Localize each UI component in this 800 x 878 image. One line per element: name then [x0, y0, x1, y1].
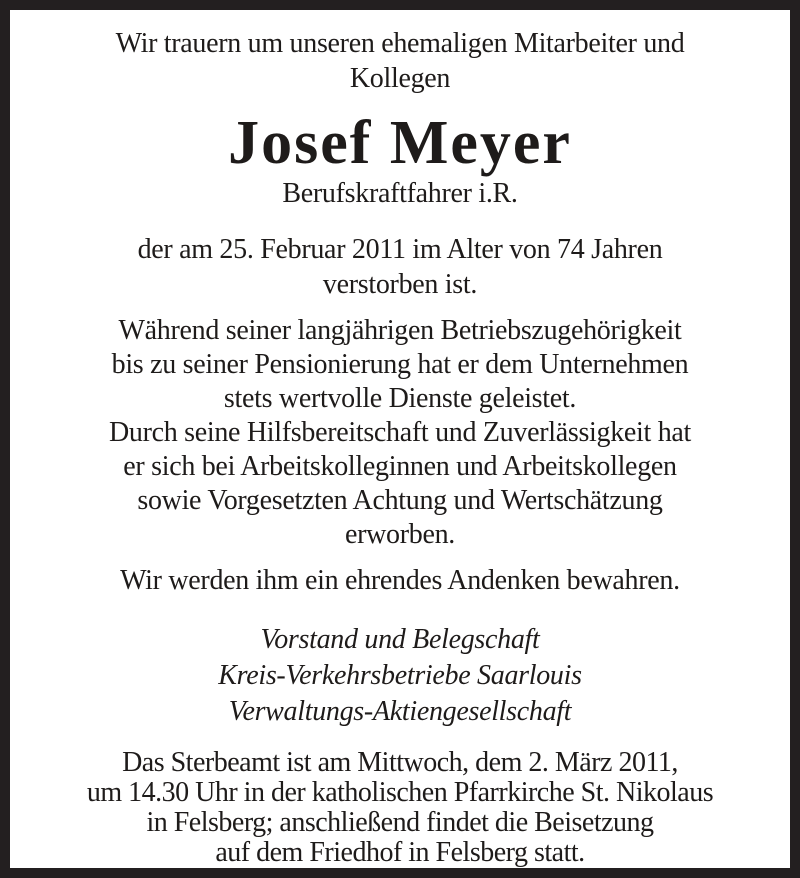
intro-line: Kollegen	[349, 63, 451, 94]
signature-line: Kreis-Verkehrsbetriebe Saarlouis	[218, 660, 582, 691]
tribute-line: er sich bei Arbeitskolleginnen und Arbeitskollegen	[123, 451, 677, 482]
tribute-line: bis zu seiner Pensionierung hat er dem Unternehmen	[111, 349, 689, 380]
remembrance-line: Wir werden ihm ein ehrendes Andenken bewahren.	[120, 565, 680, 596]
service-line: auf dem Friedhof in Felsberg statt.	[215, 837, 585, 868]
tribute-line: Durch seine Hilfsbereitschaft und Zuverlässigkeit hat	[108, 417, 692, 448]
death-line: verstorben ist.	[322, 269, 478, 300]
intro-line: Wir trauern um unseren ehemaligen Mitarbeiter und	[115, 28, 685, 59]
intro-text	[28, 26, 772, 96]
death-line: der am 25. Februar 2011 im Alter von 74 Jahren	[137, 234, 663, 265]
death-statement	[28, 232, 772, 302]
tribute-text	[28, 314, 772, 552]
signature-line: Verwaltungs-Aktiengesellschaft	[228, 696, 572, 727]
tribute-line: Während seiner langjährigen Betriebszugehörigkeit	[118, 315, 682, 346]
deceased-role: Berufskraftfahrer i.R.	[282, 178, 518, 209]
service-line: Das Sterbeamt ist am Mittwoch, dem 2. März 2011,	[122, 747, 678, 778]
service-line: um 14.30 Uhr in der katholischen Pfarrkirche St. Nikolaus	[86, 777, 714, 808]
tribute-line: erworben.	[344, 519, 456, 550]
tribute-line: sowie Vorgesetzten Achtung und Wertschätzung	[137, 485, 663, 516]
service-line: in Felsberg; anschließend findet die Beisetzung	[146, 807, 654, 838]
service-details	[28, 748, 772, 868]
signature-line: Vorstand und Belegschaft	[260, 624, 540, 655]
deceased-name: Josef Meyer	[228, 109, 572, 177]
tribute-line: stets wertvolle Dienste geleistet.	[223, 383, 577, 414]
signature-block	[28, 622, 772, 730]
